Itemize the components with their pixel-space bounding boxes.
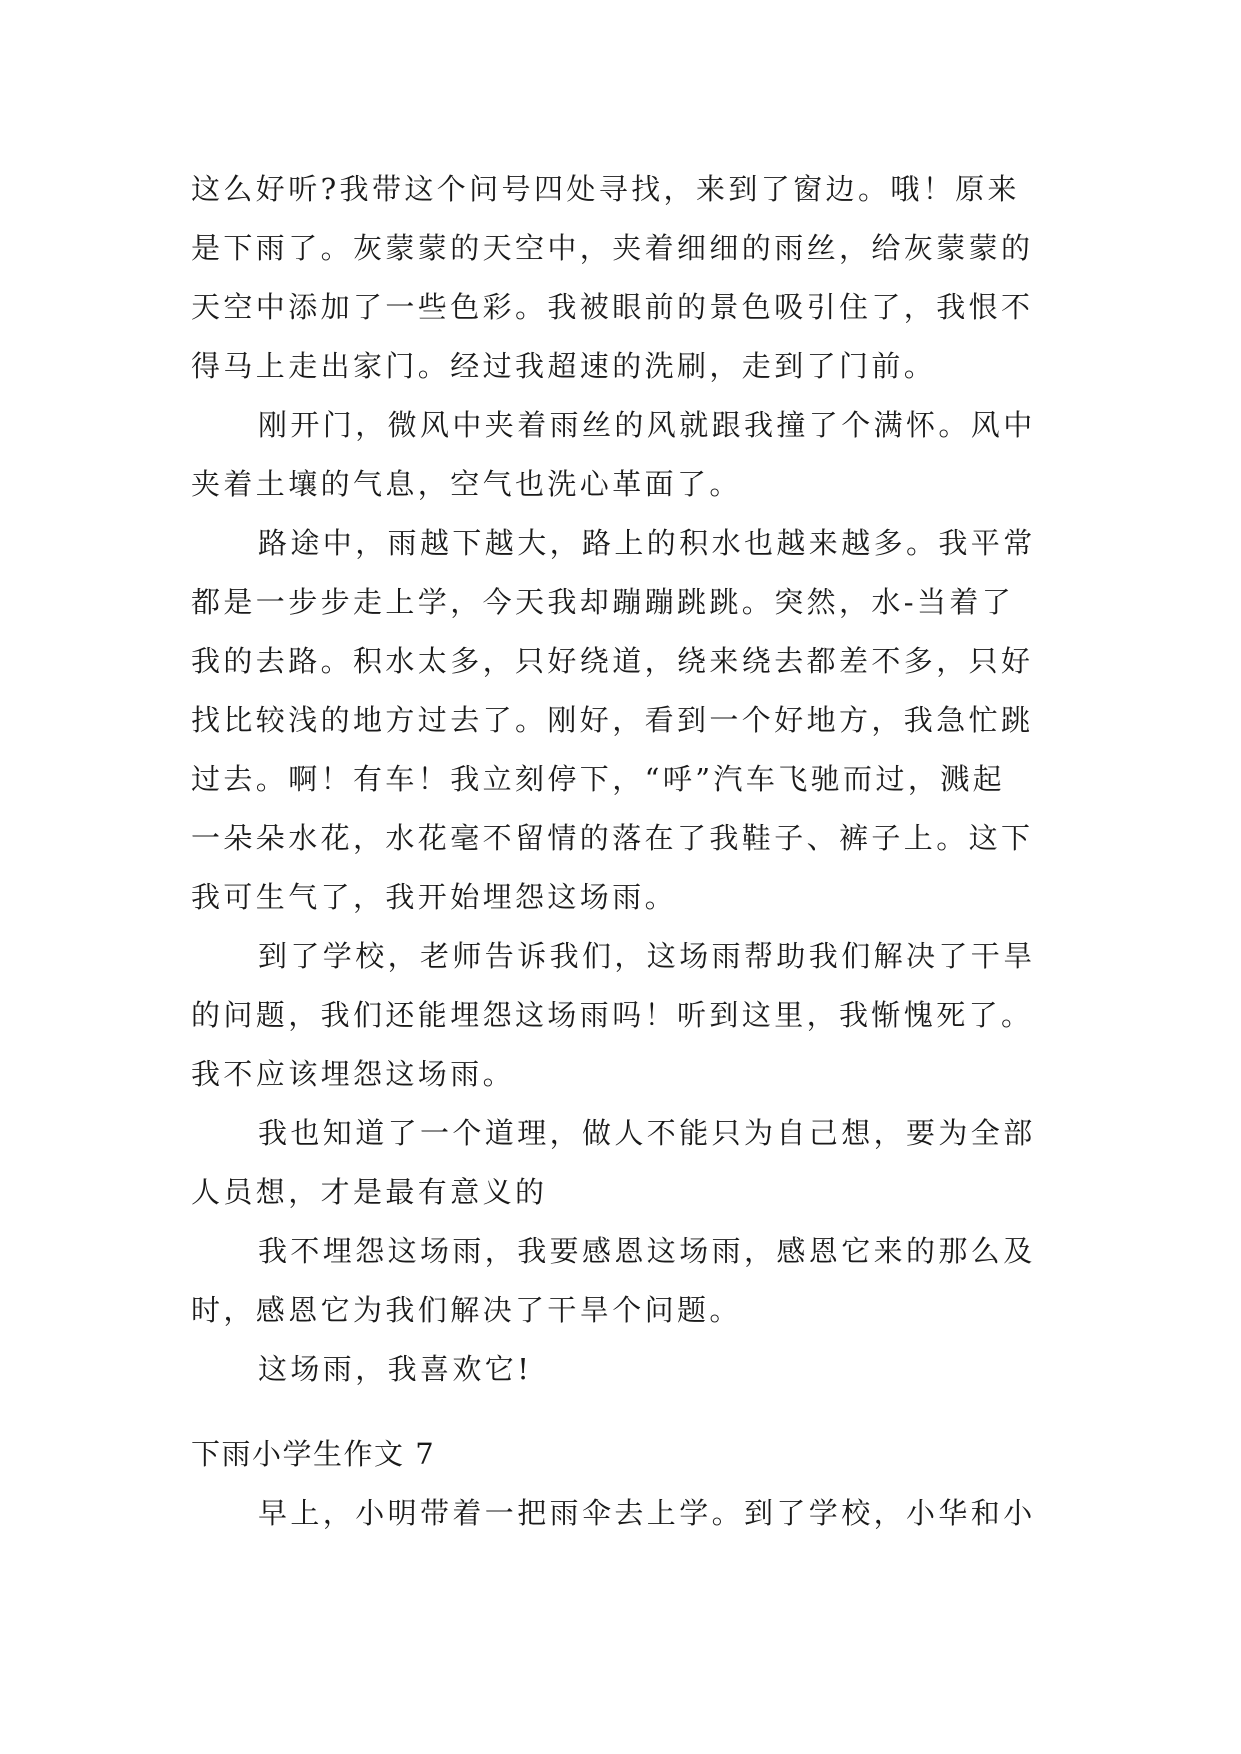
paragraph-line: 找比较浅的地方过去了。刚好，看到一个好地方，我急忙跳 <box>191 703 1034 737</box>
paragraph-line: 一朵朵水花，水花毫不留情的落在了我鞋子、裤子上。这下 <box>191 821 1034 855</box>
paragraph-line: 夹着土壤的气息，空气也洗心革面了。 <box>191 467 742 501</box>
paragraph-line: 这么好听?我带这个问号四处寻找，来到了窗边。哦！原来 <box>191 172 1020 206</box>
paragraph-line: 路途中，雨越下越大，路上的积水也越来越多。我平常 <box>258 526 1036 560</box>
paragraph-line: 时，感恩它为我们解决了干旱个问题。 <box>191 1293 742 1327</box>
section-title: 下雨小学生作文 7 <box>191 1437 436 1471</box>
paragraph-line: 这场雨，我喜欢它! <box>258 1352 533 1386</box>
paragraph-line: 我不应该埋怨这场雨。 <box>191 1057 516 1091</box>
paragraph-line: 我不埋怨这场雨，我要感恩这场雨，感恩它来的那么及 <box>258 1234 1036 1268</box>
paragraph-line: 刚开门，微风中夹着雨丝的风就跟我撞了个满怀。风中 <box>258 408 1036 442</box>
article-body <box>191 160 1091 1399</box>
paragraph-line: 人员想，才是最有意义的 <box>191 1175 548 1209</box>
paragraph-line: 我也知道了一个道理，做人不能只为自己想，要为全部 <box>258 1116 1036 1150</box>
paragraph-line: 都是一步步走上学，今天我却蹦蹦跳跳。突然，水-当着了 <box>191 585 1015 619</box>
paragraph-line: 是下雨了。灰蒙蒙的天空中，夹着细细的雨丝，给灰蒙蒙的 <box>191 231 1034 265</box>
paragraph-line: 天空中添加了一些色彩。我被眼前的景色吸引住了，我恨不 <box>191 290 1034 324</box>
paragraph-line: 我的去路。积水太多，只好绕道，绕来绕去都差不多，只好 <box>191 644 1034 678</box>
paragraph-line: 的问题，我们还能埋怨这场雨吗！听到这里，我惭愧死了。 <box>191 998 1034 1032</box>
paragraph-line: 得马上走出家门。经过我超速的洗刷，走到了门前。 <box>191 349 937 383</box>
paragraph-line: 过去。啊！有车！我立刻停下，“呼”汽车飞驰而过，溅起 <box>191 762 1006 796</box>
paragraph-line: 我可生气了，我开始埋怨这场雨。 <box>191 880 678 914</box>
next-article-first-line: 早上，小明带着一把雨伞去上学。到了学校，小华和小 <box>258 1496 1036 1530</box>
paragraph-line: 到了学校，老师告诉我们，这场雨帮助我们解决了干旱 <box>258 939 1036 973</box>
